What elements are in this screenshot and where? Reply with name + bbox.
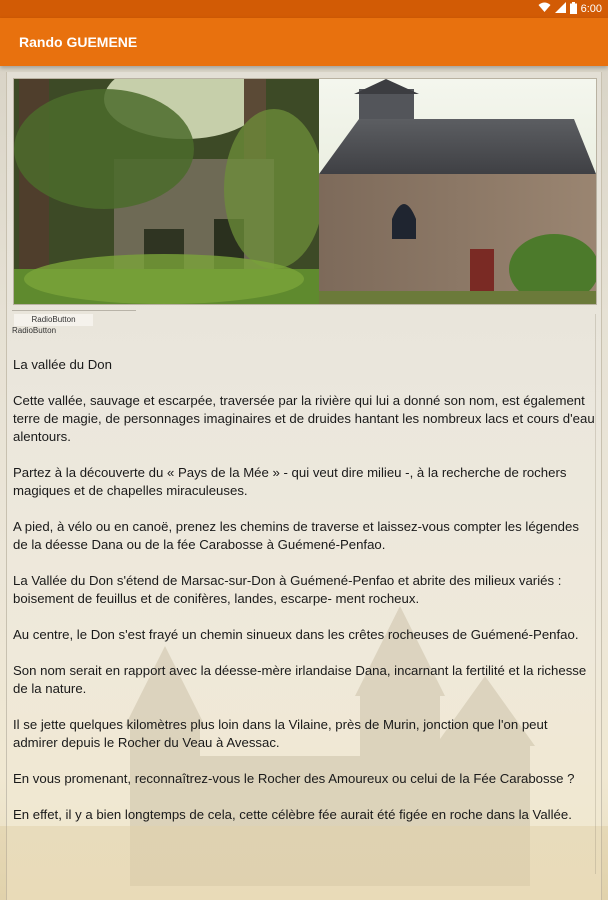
paragraph: Au centre, le Don s'est frayé un chemin sinueux dans les crêtes rocheuses de Guémené-Penfao.	[13, 627, 579, 642]
valley-chapel-photo	[14, 79, 596, 304]
clock: 6:00	[580, 3, 602, 15]
paragraph: En effet, il y a bien longtemps de cela, cette célèbre fée aurait été figée en roche dans la Vallée.	[13, 807, 572, 822]
content-page[interactable]	[0, 66, 608, 900]
paragraph: En vous promenant, reconnaîtrez-vous le Rocher des Amoureux ou celui de la Fée Carabosse ?	[13, 771, 575, 786]
radio-button-1[interactable]: RadioButton	[14, 314, 93, 326]
status-icons	[538, 2, 602, 16]
battery-icon	[570, 2, 577, 17]
radio-button-2[interactable]: RadioButton	[12, 326, 57, 335]
status-bar	[0, 0, 608, 18]
scroll-edge	[595, 314, 596, 874]
article-heading: La vallée du Don	[13, 357, 112, 372]
paragraph: A pied, à vélo ou en canoë, prenez les chemins de traverse et laissez-vous compter les légendes de la déesse Dana ou de la fée Carabosse à Guémené-Penfao.	[13, 519, 579, 552]
paragraph: Cette vallée, sauvage et escarpée, traversée par la rivière qui lui a donné son nom, est également terre de magie, de personnages imaginaires et de druides hantant les nombreux lacs et cours d'eau alentours.	[13, 393, 595, 444]
app-title: Rando GUEMENE	[19, 34, 138, 50]
paragraph: Son nom serait en rapport avec la déesse-mère irlandaise Dana, incarnant la fertilité et la richesse de la nature.	[13, 663, 587, 696]
divider	[12, 310, 136, 311]
wifi-icon	[538, 2, 551, 16]
paragraph: Partez à la découverte du « Pays de la Mée » - qui veut dire milieu -, à la recherche de rochers magiques et de chapelles miraculeuses.	[13, 465, 567, 498]
article-text	[13, 356, 595, 842]
app-bar	[0, 18, 608, 66]
paragraph: Il se jette quelques kilomètres plus loin dans la Vilaine, près de Murin, jonction que l'on peut admirer depuis le Rocher du Veau à Avessac.	[13, 717, 548, 750]
signal-icon	[555, 2, 566, 16]
header-photo	[13, 78, 597, 305]
paragraph: La Vallée du Don s'étend de Marsac-sur-Don à Guémené-Penfao et abrite des milieux variés : boisement de feuillus et de conifères, landes, escarpe- ment rocheux.	[13, 573, 562, 606]
